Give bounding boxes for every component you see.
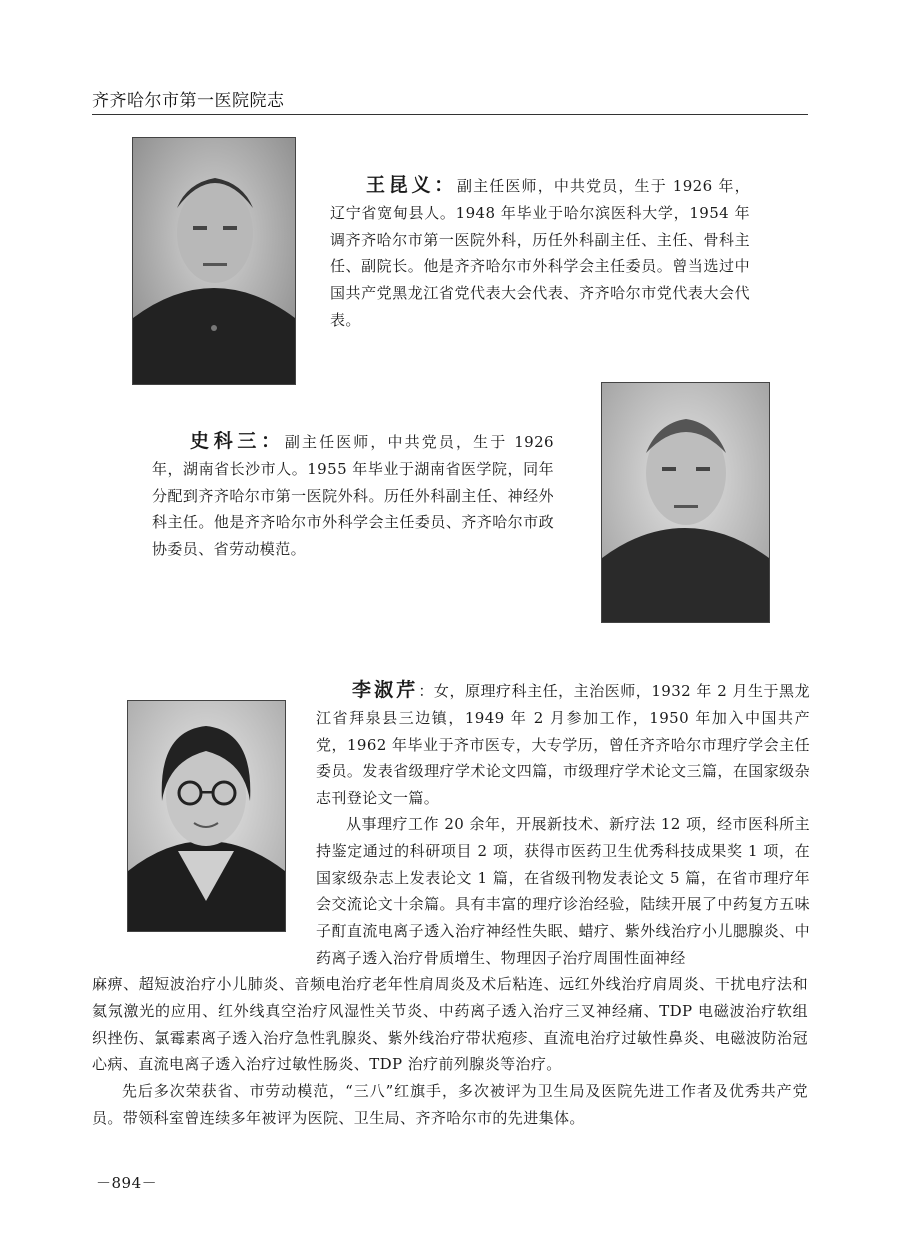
person-name: 李淑芹 <box>352 679 419 701</box>
biography-wang <box>330 172 750 334</box>
biography-li-paragraph-2: 从事理疗工作 20 余年，开展新技术、新疗法 12 项，经市医科所主持鉴定通过的科研项目 2 项，获得市医药卫生优秀科技成果奖 1 项，在国家级杂志上发表论文 1 篇，在省级刊物发表论文 5 篇，在省市理疗年会交流论文十余篇。具有丰富的理疗诊治经验，陆续开展了中药复方五味子酊直流电离子透入治疗神经性失眠、蜡疗、紫外线治疗小儿腮腺炎、中药离子透入治疗骨质增生、物理因子治疗周围性面神经 <box>316 815 810 967</box>
person-name: 史科三： <box>190 430 285 452</box>
biography-li-paragraph-2-continued: 麻痹、超短波治疗小儿肺炎、音频电治疗老年性肩周炎及术后粘连、远红外线治疗肩周炎、干扰电疗法和氦氖激光的应用、红外线真空治疗风湿性关节炎、中药离子透入治疗三叉神经痛、TDP 电磁波治疗软组织挫伤、氯霉素离子透入治疗急性乳腺炎、紫外线治疗带状疱疹、直流电治疗过敏性鼻炎、电磁波防治冠心病、直流电离子透入治疗过敏性肠炎、TDP 治疗前列腺炎等治疗。 <box>92 975 808 1074</box>
portrait-photo-li <box>127 700 286 932</box>
biography-li-paragraph-1 <box>316 677 810 812</box>
page-number: －894－ <box>96 1174 158 1192</box>
biography-text: 副主任医师，中共党员，生于 1926 年，辽宁省宽甸县人。1948 年毕业于哈尔滨医科大学，1954 年调齐齐哈尔市第一医院外科，历任外科副主任、主任、骨科主任、副院长。他是齐齐哈尔市外科学会主任委员。曾当选过中国共产党黑龙江省党代表大会代表、齐齐哈尔市党代表大会代表。 <box>330 177 750 329</box>
portrait-photo-shi <box>601 382 770 623</box>
book-title: 齐齐哈尔市第一医院院志 <box>92 91 285 111</box>
biography-text: 副主任医师，中共党员，生于 1926 年，湖南省长沙市人。1955 年毕业于湖南省医学院，同年分配到齐齐哈尔市第一医院外科。历任外科副主任、神经外科主任。他是齐齐哈尔市外科学会主任委员、齐齐哈尔市政协委员、省劳动模范。 <box>152 433 554 559</box>
person-name: 王昆义： <box>366 174 457 196</box>
header-divider <box>92 114 808 115</box>
portrait-photo-wang <box>132 137 296 385</box>
biography-li-paragraph-3: 先后多次荣获省、市劳动模范，“三八”红旗手，多次被评为卫生局及医院先进工作者及优秀共产党员。带领科室曾连续多年被评为医院、卫生局、齐齐哈尔市的先进集体。 <box>92 1082 808 1127</box>
biography-shi <box>152 428 554 563</box>
biography-text: ：女，原理疗科主任，主治医师，1932 年 2 月生于黑龙江省拜泉县三边镇，1949 年 2 月参加工作，1950 年加入中国共产党，1962 年毕业于齐市医专，大专学历，曾任齐齐哈尔市理疗学会主任委员。发表省级理疗学术论文四篇，市级理疗学术论文三篇，在国家级杂志刊登论文一篇。 <box>316 682 810 808</box>
